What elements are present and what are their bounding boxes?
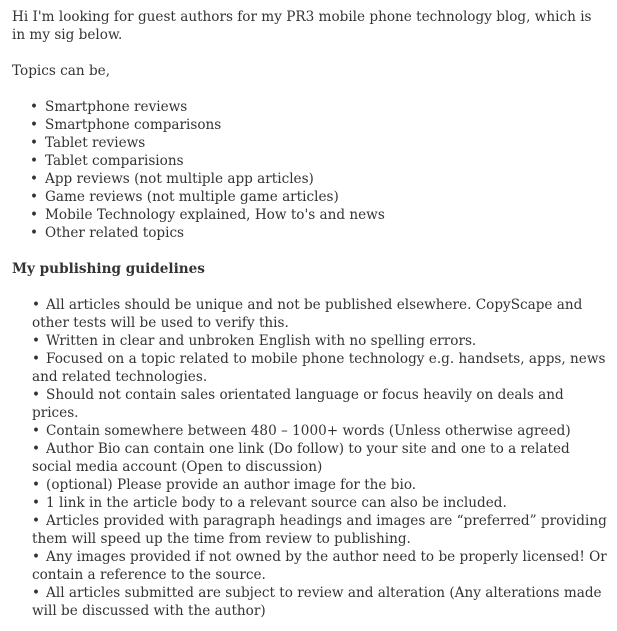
list-item: [32, 584, 607, 620]
list-item: [32, 422, 607, 440]
bullet-icon: •: [32, 387, 41, 403]
list-item: • Tablet reviews: [30, 134, 607, 152]
bullet-icon: •: [32, 297, 41, 313]
list-item: [32, 350, 607, 386]
guideline-text: Any images provided if not owned by the author need to be properly licensed! Or contain a reference to the source.: [32, 549, 607, 583]
guideline-text: Written in clear and unbroken English with no spelling errors.: [46, 333, 477, 349]
bullet-icon: •: [32, 333, 41, 349]
list-item: • Tablet comparisions: [30, 152, 607, 170]
list-item: [32, 386, 607, 422]
list-item: • Smartphone reviews: [30, 98, 607, 116]
list-item: [32, 332, 607, 350]
bullet-icon: •: [32, 441, 41, 457]
list-item: • Mobile Technology explained, How to's and news: [30, 206, 607, 224]
list-item: [32, 548, 607, 584]
bullet-icon: •: [32, 585, 41, 601]
guideline-text: 1 link in the article body to a relevant source can also be included.: [46, 495, 507, 511]
list-item: • App reviews (not multiple app articles): [30, 170, 607, 188]
topics-label: Topics can be,: [12, 63, 111, 79]
bullet-icon: •: [32, 351, 41, 367]
list-item: • Other related topics: [30, 224, 607, 242]
list-item: [32, 512, 607, 548]
guideline-text: Should not contain sales orientated language or focus heavily on deals and prices.: [32, 387, 564, 421]
intro-paragraph: Hi I'm looking for guest authors for my PR3 mobile phone technology blog, which is in my sig below.: [12, 9, 592, 43]
list-item: [32, 494, 607, 512]
guidelines-heading: My publishing guidelines: [12, 261, 205, 277]
guideline-text: Articles provided with paragraph headings and images are “preferred” providing them will speed up the time from review to publishing.: [32, 513, 607, 547]
bullet-icon: •: [32, 495, 41, 511]
list-item: [32, 440, 607, 476]
guideline-text: All articles submitted are subject to review and alteration (Any alterations made will be discussed with the author): [32, 585, 602, 619]
guideline-text: Contain somewhere between 480 – 1000+ words (Unless otherwise agreed): [46, 423, 571, 439]
bullet-icon: •: [32, 513, 41, 529]
topics-list: [12, 98, 607, 242]
bullet-icon: •: [32, 549, 41, 565]
list-item: [32, 296, 607, 332]
guideline-text: All articles should be unique and not be published elsewhere. CopyScape and other tests will be used to verify this.: [32, 297, 583, 331]
list-item: [32, 476, 607, 494]
guidelines-list: [12, 296, 607, 620]
list-item: • Smartphone comparisons: [30, 116, 607, 134]
guideline-text: Focused on a topic related to mobile phone technology e.g. handsets, apps, news and related technologies.: [32, 351, 606, 385]
bullet-icon: •: [32, 423, 41, 439]
bullet-icon: •: [32, 477, 41, 493]
list-item: • Game reviews (not multiple game articles): [30, 188, 607, 206]
guideline-text: (optional) Please provide an author image for the bio.: [46, 477, 417, 493]
guideline-text: Author Bio can contain one link (Do follow) to your site and one to a related social media account (Open to discussion): [32, 441, 570, 475]
